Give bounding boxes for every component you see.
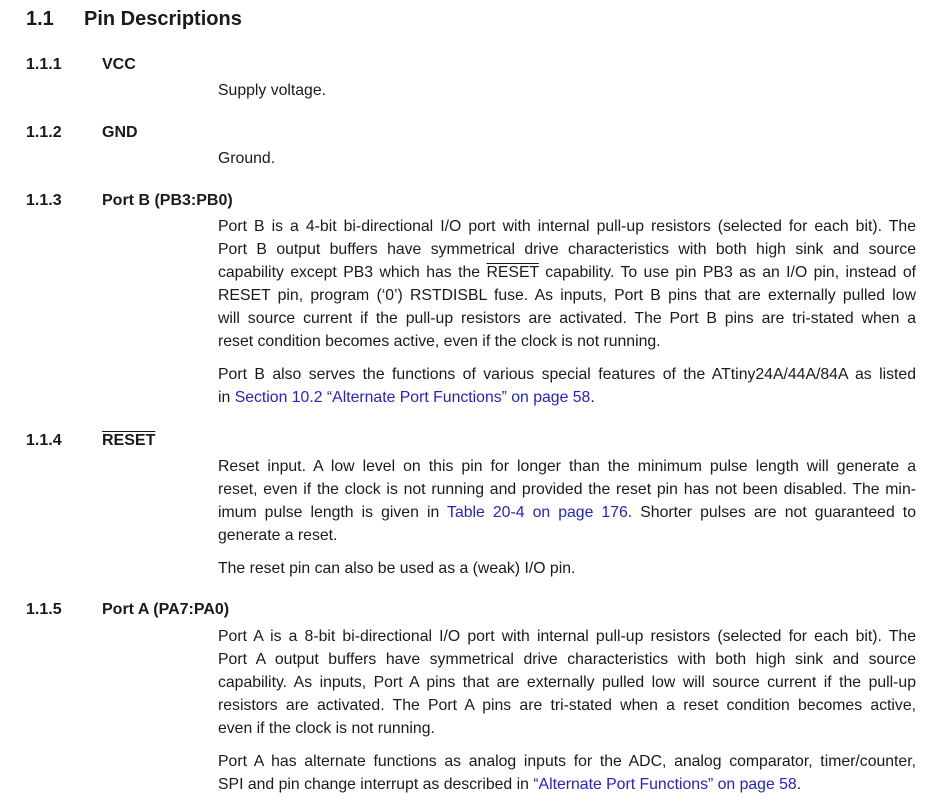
text-segment: . [590,389,595,406]
text-segment: imum pulse length is given in [218,504,440,521]
text-segment: . Shorter pulses are not guaranteed to [627,504,916,521]
portb-number: 1.1.3 [26,192,62,209]
text-segment: . [796,776,802,793]
text-line: RESET pin, program (‘0’) RSTDISBL fuse. As inputs, Port B pins that are externally pulled low [218,287,916,304]
reset-paragraph-1 [218,455,916,547]
gnd-number: 1.1.2 [26,124,62,141]
vcc-description: Supply voltage. [218,82,327,99]
text-line: Port B output buffers have symmetrical drive characteristics with both high sink and source [218,241,916,258]
text-line [218,261,916,284]
alternate-port-functions-link[interactable]: “Alternate Port Functions” on page 58 [533,776,797,793]
text-line: Reset input. A low level on this pin for longer than the minimum pulse length will generate a [218,458,916,475]
vcc-title: VCC [102,56,136,73]
text-line: generate a reset. [218,527,338,544]
section-title: Pin Descriptions [84,8,242,30]
porta-title: Port A (PA7:PA0) [102,601,230,618]
text-line: Port B is a 4-bit bi-directional I/O port with internal pull-up resistors (selected for each bit). The [218,218,916,235]
text-segment: capability except PB3 which has the [218,264,481,281]
gnd-title: GND [102,124,138,141]
text-segment: SPI and pin change interrupt as described in [218,776,529,793]
section-number: 1.1 [26,8,54,30]
text-line: reset, even if the clock is not running and provided the reset pin has not been disabled. The min- [218,481,916,498]
alternate-port-functions-link[interactable]: Section 10.2 “Alternate Port Functions” on page 58 [234,389,591,406]
reset-number: 1.1.4 [26,432,62,449]
text-line: Port A is a 8-bit bi-directional I/O port with internal pull-up resistors (selected for each bit). The [218,628,916,645]
text-line: Port A output buffers have symmetrical drive characteristics with both high sink and source [218,651,916,668]
portb-paragraph-2 [218,363,916,409]
text-segment: capability. To use pin PB3 as an I/O pin, instead of [545,264,917,281]
gnd-description: Ground. [218,150,276,167]
reset-paragraph-2: The reset pin can also be used as a (weak) I/O pin. [218,560,576,577]
vcc-number: 1.1.1 [26,56,62,73]
portb-title: Port B (PB3:PB0) [102,192,233,209]
porta-paragraph-2 [218,750,916,796]
text-line: capability. As inputs, Port A pins that are externally pulled low will source current if the pull-up [218,674,916,691]
text-line: Port B also serves the functions of various special features of the ATtiny24A/44A/84A as listed [218,366,916,383]
reset-overline-text: RESET [486,264,539,281]
text-line: Port A has alternate functions as analog inputs for the ADC, analog comparator, timer/counter, [218,753,916,770]
porta-paragraph-1 [218,625,916,740]
text-line [218,773,916,796]
text-line: will source current if the pull-up resistors are activated. The Port B pins are tri-stated when a [218,310,916,327]
text-line [218,386,916,409]
text-line: resistors are activated. The Port A pins are tri-stated when a reset condition becomes active, [218,697,916,714]
text-line [218,501,916,524]
text-line: reset condition becomes active, even if the clock is not running. [218,333,661,350]
portb-paragraph-1 [218,215,916,353]
table-20-4-link[interactable]: Table 20-4 on page 176 [447,504,628,521]
text-line: even if the clock is not running. [218,720,435,737]
porta-number: 1.1.5 [26,601,62,618]
reset-title: RESET [102,432,156,449]
text-segment: in [218,389,231,406]
